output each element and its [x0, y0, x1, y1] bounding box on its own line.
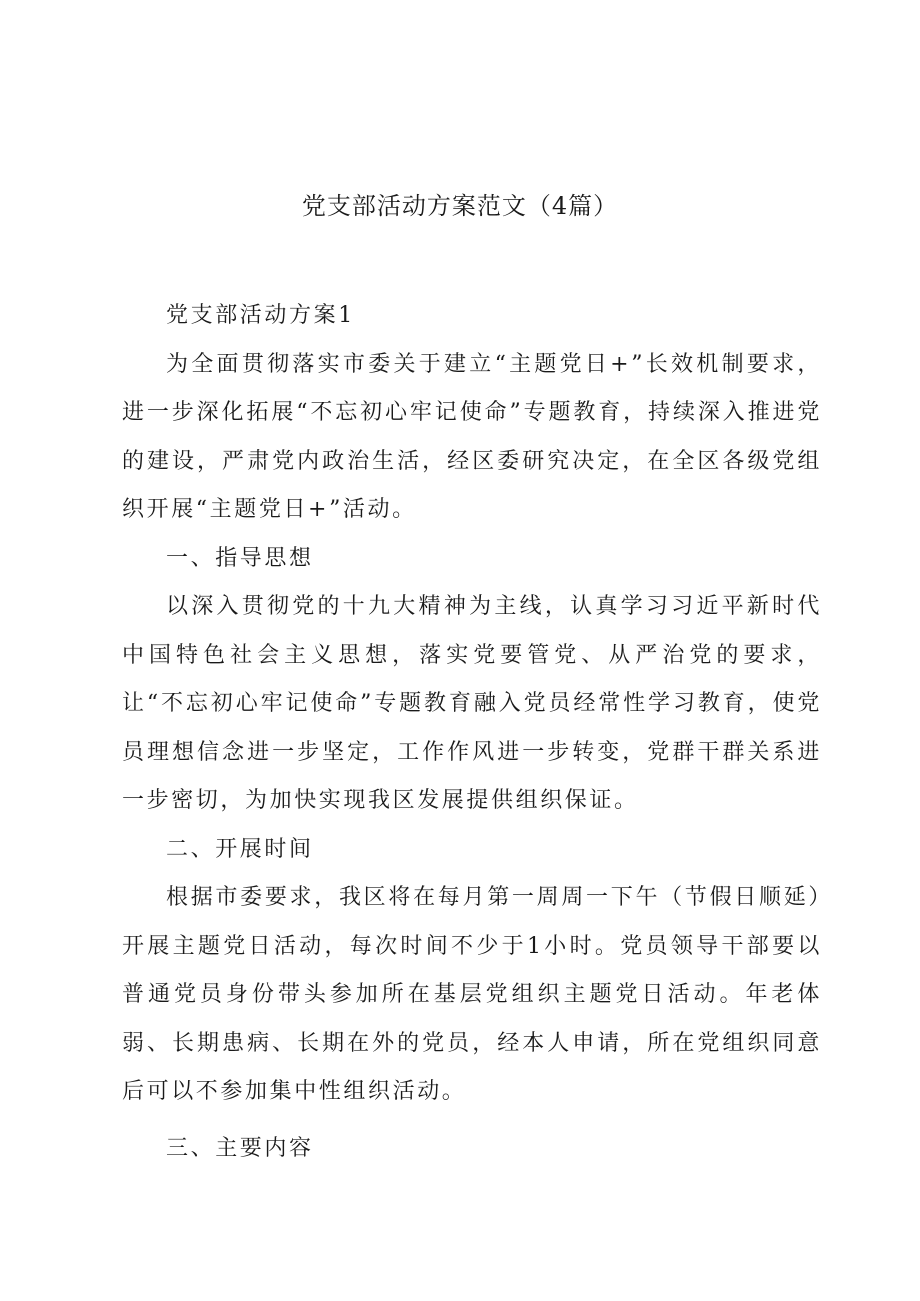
paragraph-guiding-ideology: 以深入贯彻党的十九大精神为主线，认真学习习近平新时代中国特色社会主义思想，落实党要管党、从严治党的要求，让“不忘初心牢记使命”专题教育融入党员经常性学习教育，使党员理想信念进一步坚定，工作作风进一步转变，党群干群关系进一步密切，为加快实现我区发展提供组织保证。 [122, 594, 822, 813]
intro-paragraph: 为全面贯彻落实市委关于建立“主题党日+”长效机制要求，进一步深化拓展“不忘初心牢记使命”专题教育，持续深入推进党的建设，严肃党内政治生活，经区委研究决定，在全区各级党组织开展“主题党日+”活动。 [122, 351, 822, 522]
heading-schedule: 二、开展时间 [166, 836, 314, 862]
paragraph-schedule: 根据市委要求，我区将在每月第一周周一下午（节假日顺延）开展主题党日活动，每次时间不少于1小时。党员领导干部要以普通党员身份带头参加所在基层党组织主题党日活动。年老体弱、长期患病、长期在外的党员，经本人申请，所在党组织同意后可以不参加集中性组织活动。 [122, 885, 822, 1104]
document-body [122, 292, 822, 1173]
document-title: 党支部活动方案范文（4篇） [301, 192, 619, 220]
heading-main-content: 三、主要内容 [166, 1135, 314, 1161]
heading-guiding-ideology: 一、指导思想 [166, 545, 314, 571]
section-title: 党支部活动方案1 [166, 303, 355, 328]
